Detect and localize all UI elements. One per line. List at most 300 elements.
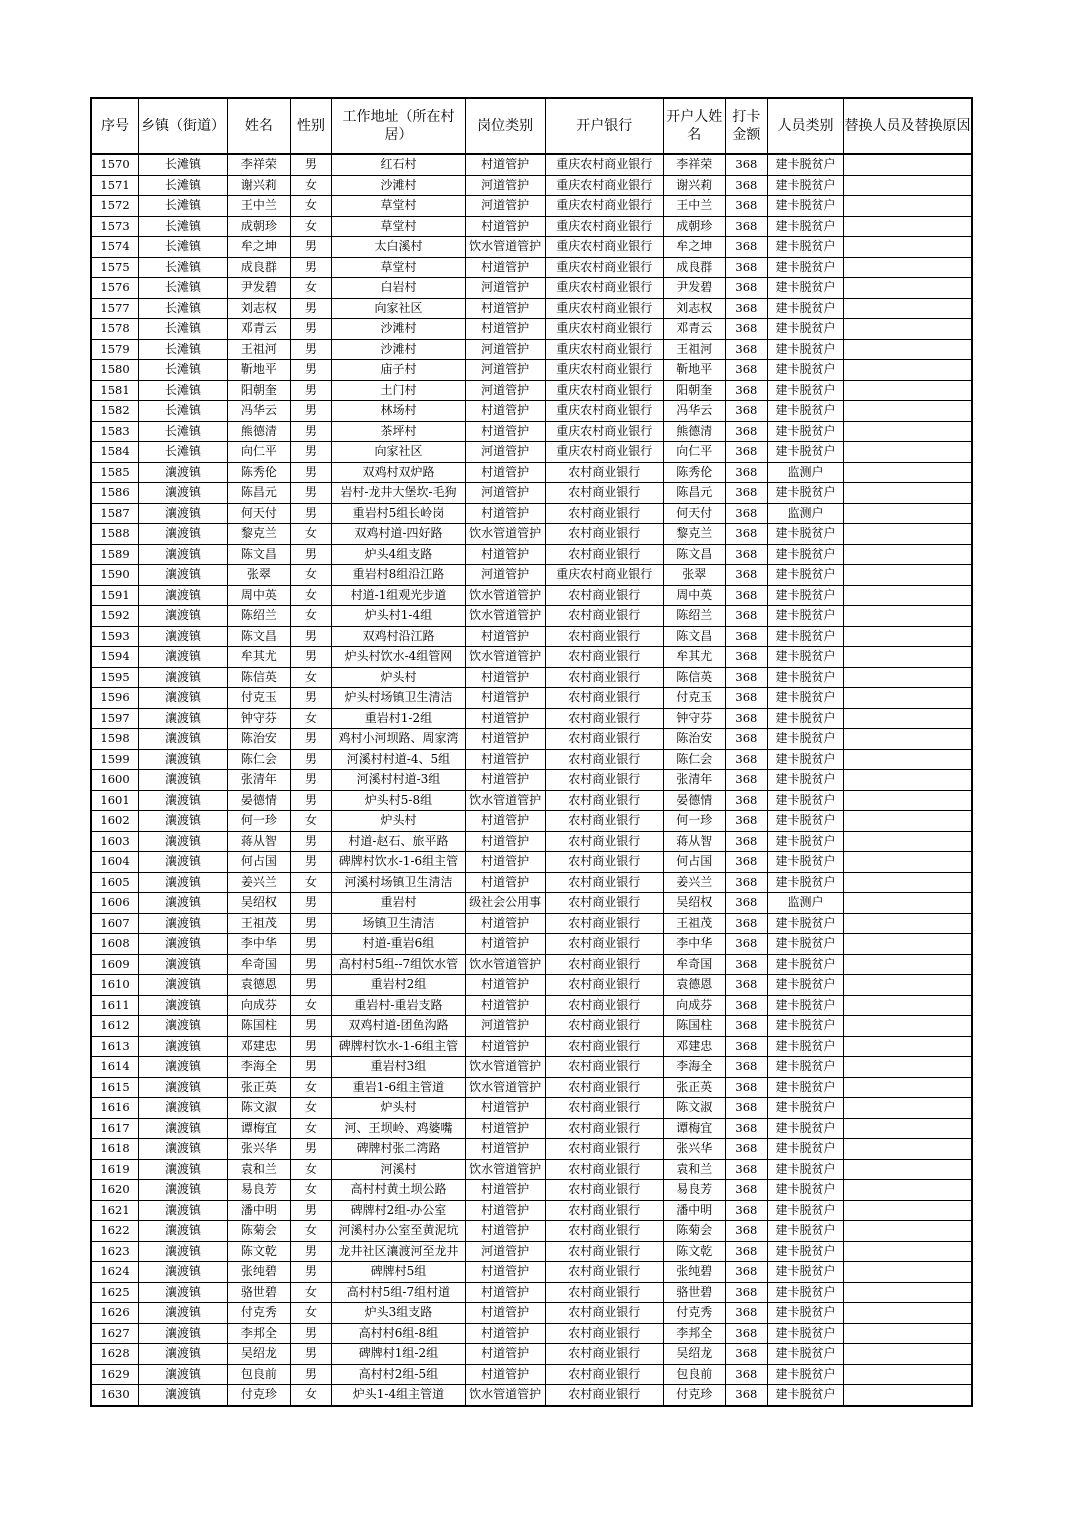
cell-replacement (843, 811, 972, 832)
cell-post-type: 饮水管道管护 (465, 1159, 545, 1180)
cell-index: 1614 (91, 1057, 139, 1078)
cell-person-category: 建卡脱贫户 (768, 154, 844, 175)
cell-work-address: 沙滩村 (332, 319, 466, 340)
cell-replacement (843, 913, 972, 934)
cell-replacement (843, 667, 972, 688)
header-gender: 性别 (290, 98, 331, 154)
cell-town: 长滩镇 (139, 319, 228, 340)
table-row (91, 626, 972, 647)
cell-work-address: 白岩村 (332, 278, 466, 299)
cell-work-address: 河、王坝岭、鸡婆嘴 (332, 1118, 466, 1139)
cell-post-type: 村道管护 (465, 1282, 545, 1303)
cell-replacement (843, 1241, 972, 1262)
cell-gender: 男 (290, 1016, 331, 1037)
cell-amount: 368 (725, 237, 767, 258)
cell-person-category: 建卡脱贫户 (768, 1139, 844, 1160)
cell-index: 1610 (91, 975, 139, 996)
cell-town: 瀼渡镇 (139, 975, 228, 996)
cell-replacement (843, 1221, 972, 1242)
cell-amount: 368 (725, 749, 767, 770)
cell-person-category: 建卡脱贫户 (768, 1282, 844, 1303)
cell-replacement (843, 1200, 972, 1221)
cell-bank: 农村商业银行 (545, 626, 663, 647)
cell-gender: 男 (290, 893, 331, 914)
table-row (91, 442, 972, 463)
table-row (91, 319, 972, 340)
cell-post-type: 河道管护 (465, 483, 545, 504)
cell-replacement (843, 503, 972, 524)
cell-work-address: 炉头村5-8组 (332, 790, 466, 811)
cell-person-category: 建卡脱贫户 (768, 1180, 844, 1201)
cell-gender: 女 (290, 1118, 331, 1139)
cell-name: 李中华 (228, 934, 291, 955)
cell-person-category: 建卡脱贫户 (768, 421, 844, 442)
cell-town: 长滩镇 (139, 216, 228, 237)
cell-town: 瀼渡镇 (139, 1159, 228, 1180)
cell-work-address: 沙滩村 (332, 339, 466, 360)
table-row (91, 1344, 972, 1365)
cell-gender: 男 (290, 790, 331, 811)
cell-bank: 重庆农村商业银行 (545, 257, 663, 278)
cell-work-address: 重岩村5组长岭岗 (332, 503, 466, 524)
table-row (91, 544, 972, 565)
table-row (91, 298, 972, 319)
cell-index: 1576 (91, 278, 139, 299)
cell-name: 刘志权 (228, 298, 291, 319)
cell-person-category: 建卡脱贫户 (768, 298, 844, 319)
cell-index: 1599 (91, 749, 139, 770)
cell-town: 瀼渡镇 (139, 872, 228, 893)
cell-person-category: 建卡脱贫户 (768, 1200, 844, 1221)
cell-person-category: 建卡脱贫户 (768, 585, 844, 606)
cell-post-type: 村道管护 (465, 913, 545, 934)
cell-amount: 368 (725, 319, 767, 340)
cell-index: 1624 (91, 1262, 139, 1283)
cell-bank: 农村商业银行 (545, 749, 663, 770)
cell-person-category: 建卡脱贫户 (768, 380, 844, 401)
cell-index: 1611 (91, 995, 139, 1016)
cell-work-address: 碑牌村饮水-1-6组主管 (332, 1036, 466, 1057)
cell-work-address: 碑牌村1组-2组 (332, 1344, 466, 1365)
cell-bank: 农村商业银行 (545, 1241, 663, 1262)
cell-replacement (843, 360, 972, 381)
header-replacement: 替换人员及替换原因 (843, 98, 972, 154)
cell-index: 1585 (91, 462, 139, 483)
cell-amount: 368 (725, 647, 767, 668)
cell-name: 潘中明 (228, 1200, 291, 1221)
cell-town: 瀼渡镇 (139, 585, 228, 606)
table-row (91, 1098, 972, 1119)
cell-work-address: 炉头村 (332, 1098, 466, 1119)
cell-town: 长滩镇 (139, 360, 228, 381)
cell-index: 1570 (91, 154, 139, 175)
table-row (91, 175, 972, 196)
cell-gender: 女 (290, 1282, 331, 1303)
cell-gender: 男 (290, 770, 331, 791)
cell-gender: 男 (290, 257, 331, 278)
cell-gender: 男 (290, 421, 331, 442)
cell-name: 陈文昌 (228, 626, 291, 647)
cell-replacement (843, 729, 972, 750)
cell-work-address: 庙子村 (332, 360, 466, 381)
cell-amount: 368 (725, 278, 767, 299)
cell-post-type: 村道管护 (465, 1303, 545, 1324)
cell-name: 陈绍兰 (228, 606, 291, 627)
cell-bank: 农村商业银行 (545, 1118, 663, 1139)
cell-bank: 农村商业银行 (545, 1180, 663, 1201)
cell-town: 瀼渡镇 (139, 831, 228, 852)
cell-gender: 女 (290, 196, 331, 217)
table-row (91, 154, 972, 175)
cell-post-type: 饮水管道管护 (465, 1385, 545, 1406)
cell-gender: 男 (290, 483, 331, 504)
cell-person-category: 建卡脱贫户 (768, 1057, 844, 1078)
cell-index: 1602 (91, 811, 139, 832)
cell-gender: 女 (290, 811, 331, 832)
cell-amount: 368 (725, 1262, 767, 1283)
cell-work-address: 高村村6组-8组 (332, 1323, 466, 1344)
cell-gender: 男 (290, 975, 331, 996)
cell-account-holder: 陈文乾 (663, 1241, 725, 1262)
cell-person-category: 建卡脱贫户 (768, 1098, 844, 1119)
cell-index: 1618 (91, 1139, 139, 1160)
cell-amount: 368 (725, 975, 767, 996)
table-row (91, 1282, 972, 1303)
cell-town: 瀼渡镇 (139, 1221, 228, 1242)
table-row (91, 565, 972, 586)
cell-replacement (843, 380, 972, 401)
cell-account-holder: 邓青云 (663, 319, 725, 340)
cell-account-holder: 成朝珍 (663, 216, 725, 237)
cell-person-category: 建卡脱贫户 (768, 626, 844, 647)
cell-replacement (843, 1118, 972, 1139)
cell-work-address: 龙井社区瀼渡河至龙井 (332, 1241, 466, 1262)
cell-account-holder: 成良群 (663, 257, 725, 278)
cell-work-address: 河溪村场镇卫生清洁 (332, 872, 466, 893)
cell-index: 1617 (91, 1118, 139, 1139)
cell-work-address: 重岩村8组沿江路 (332, 565, 466, 586)
cell-account-holder: 王中兰 (663, 196, 725, 217)
cell-amount: 368 (725, 421, 767, 442)
cell-amount: 368 (725, 565, 767, 586)
cell-account-holder: 骆世碧 (663, 1282, 725, 1303)
cell-amount: 368 (725, 1200, 767, 1221)
cell-person-category: 建卡脱贫户 (768, 237, 844, 258)
cell-post-type: 饮水管道管护 (465, 954, 545, 975)
cell-work-address: 鸡村小河坝路、周家湾 (332, 729, 466, 750)
cell-town: 长滩镇 (139, 442, 228, 463)
cell-work-address: 沙滩村 (332, 175, 466, 196)
cell-name: 张纯碧 (228, 1262, 291, 1283)
cell-index: 1630 (91, 1385, 139, 1406)
cell-post-type: 河道管护 (465, 442, 545, 463)
cell-replacement (843, 421, 972, 442)
cell-gender: 女 (290, 667, 331, 688)
cell-index: 1593 (91, 626, 139, 647)
cell-town: 瀼渡镇 (139, 647, 228, 668)
cell-name: 张翠 (228, 565, 291, 586)
cell-index: 1582 (91, 401, 139, 422)
cell-replacement (843, 175, 972, 196)
table-row (91, 339, 972, 360)
cell-town: 瀼渡镇 (139, 1200, 228, 1221)
cell-bank: 重庆农村商业银行 (545, 237, 663, 258)
table-row (91, 257, 972, 278)
cell-amount: 368 (725, 503, 767, 524)
cell-post-type: 村道管护 (465, 1344, 545, 1365)
cell-replacement (843, 544, 972, 565)
cell-bank: 农村商业银行 (545, 503, 663, 524)
cell-name: 钟守芬 (228, 708, 291, 729)
cell-amount: 368 (725, 626, 767, 647)
cell-account-holder: 邓建忠 (663, 1036, 725, 1057)
cell-post-type: 饮水管道管护 (465, 524, 545, 545)
cell-index: 1594 (91, 647, 139, 668)
cell-person-category: 建卡脱贫户 (768, 565, 844, 586)
cell-replacement (843, 257, 972, 278)
table-row (91, 1057, 972, 1078)
cell-account-holder: 牟其尤 (663, 647, 725, 668)
cell-post-type: 村道管护 (465, 1098, 545, 1119)
cell-index: 1574 (91, 237, 139, 258)
cell-person-category: 建卡脱贫户 (768, 483, 844, 504)
cell-person-category: 建卡脱贫户 (768, 1159, 844, 1180)
cell-index: 1608 (91, 934, 139, 955)
cell-name: 何一珍 (228, 811, 291, 832)
cell-post-type: 村道管护 (465, 872, 545, 893)
cell-person-category: 建卡脱贫户 (768, 708, 844, 729)
cell-post-type: 河道管护 (465, 196, 545, 217)
cell-bank: 重庆农村商业银行 (545, 216, 663, 237)
cell-bank: 农村商业银行 (545, 1016, 663, 1037)
cell-person-category: 建卡脱贫户 (768, 1016, 844, 1037)
cell-index: 1590 (91, 565, 139, 586)
cell-person-category: 建卡脱贫户 (768, 749, 844, 770)
cell-town: 长滩镇 (139, 421, 228, 442)
cell-account-holder: 阳朝奎 (663, 380, 725, 401)
cell-gender: 男 (290, 934, 331, 955)
cell-post-type: 村道管护 (465, 770, 545, 791)
cell-gender: 男 (290, 1323, 331, 1344)
cell-gender: 男 (290, 688, 331, 709)
cell-amount: 368 (725, 954, 767, 975)
cell-post-type: 河道管护 (465, 380, 545, 401)
cell-work-address: 土门村 (332, 380, 466, 401)
cell-town: 瀼渡镇 (139, 483, 228, 504)
cell-bank: 重庆农村商业银行 (545, 154, 663, 175)
header-amount: 打卡金额 (725, 98, 767, 154)
cell-bank: 农村商业银行 (545, 462, 663, 483)
cell-account-holder: 陈文淑 (663, 1098, 725, 1119)
cell-gender: 女 (290, 708, 331, 729)
cell-name: 阳朝奎 (228, 380, 291, 401)
cell-account-holder: 李中华 (663, 934, 725, 955)
cell-name: 陈文乾 (228, 1241, 291, 1262)
cell-replacement (843, 831, 972, 852)
cell-replacement (843, 1098, 972, 1119)
table-row (91, 1118, 972, 1139)
cell-post-type: 村道管护 (465, 1200, 545, 1221)
cell-bank: 农村商业银行 (545, 1200, 663, 1221)
cell-amount: 368 (725, 1221, 767, 1242)
cell-town: 瀼渡镇 (139, 606, 228, 627)
cell-work-address: 村道-1组观光步道 (332, 585, 466, 606)
cell-account-holder: 陈仁会 (663, 749, 725, 770)
cell-town: 瀼渡镇 (139, 503, 228, 524)
cell-name: 邓青云 (228, 319, 291, 340)
cell-post-type: 村道管护 (465, 688, 545, 709)
cell-index: 1572 (91, 196, 139, 217)
cell-bank: 农村商业银行 (545, 1098, 663, 1119)
table-row (91, 872, 972, 893)
cell-town: 瀼渡镇 (139, 1385, 228, 1406)
cell-gender: 男 (290, 954, 331, 975)
cell-person-category: 建卡脱贫户 (768, 1303, 844, 1324)
cell-index: 1605 (91, 872, 139, 893)
header-town: 乡镇（街道） (139, 98, 228, 154)
table-row (91, 1323, 972, 1344)
cell-post-type: 村道管护 (465, 729, 545, 750)
cell-index: 1607 (91, 913, 139, 934)
cell-bank: 农村商业银行 (545, 913, 663, 934)
cell-bank: 农村商业银行 (545, 1262, 663, 1283)
cell-person-category: 建卡脱贫户 (768, 831, 844, 852)
cell-work-address: 重岩村3组 (332, 1057, 466, 1078)
cell-amount: 368 (725, 1180, 767, 1201)
cell-bank: 农村商业银行 (545, 647, 663, 668)
cell-post-type: 村道管护 (465, 667, 545, 688)
cell-person-category: 建卡脱贫户 (768, 1221, 844, 1242)
cell-replacement (843, 934, 972, 955)
cell-amount: 368 (725, 380, 767, 401)
cell-work-address: 草堂村 (332, 196, 466, 217)
cell-name: 陈秀伦 (228, 462, 291, 483)
cell-post-type: 村道管护 (465, 934, 545, 955)
table-row (91, 770, 972, 791)
cell-person-category: 建卡脱贫户 (768, 1385, 844, 1406)
cell-gender: 男 (290, 1241, 331, 1262)
cell-index: 1580 (91, 360, 139, 381)
cell-name: 谢兴莉 (228, 175, 291, 196)
cell-town: 瀼渡镇 (139, 1323, 228, 1344)
cell-amount: 368 (725, 298, 767, 319)
cell-amount: 368 (725, 1344, 767, 1365)
cell-replacement (843, 278, 972, 299)
cell-post-type: 村道管护 (465, 401, 545, 422)
cell-replacement (843, 1344, 972, 1365)
cell-town: 长滩镇 (139, 154, 228, 175)
cell-index: 1626 (91, 1303, 139, 1324)
cell-account-holder: 陈文昌 (663, 626, 725, 647)
cell-name: 付克珍 (228, 1385, 291, 1406)
cell-replacement (843, 708, 972, 729)
cell-gender: 男 (290, 913, 331, 934)
cell-replacement (843, 1282, 972, 1303)
table-row (91, 503, 972, 524)
cell-gender: 男 (290, 401, 331, 422)
cell-account-holder: 付克珍 (663, 1385, 725, 1406)
cell-replacement (843, 770, 972, 791)
cell-bank: 农村商业银行 (545, 1139, 663, 1160)
table-row (91, 831, 972, 852)
cell-post-type: 河道管护 (465, 1241, 545, 1262)
cell-amount: 368 (725, 1282, 767, 1303)
table-row (91, 729, 972, 750)
cell-account-holder: 熊德清 (663, 421, 725, 442)
cell-gender: 女 (290, 524, 331, 545)
cell-post-type: 河道管护 (465, 360, 545, 381)
cell-amount: 368 (725, 442, 767, 463)
cell-name: 尹发碧 (228, 278, 291, 299)
cell-account-holder: 牟之坤 (663, 237, 725, 258)
cell-work-address: 高村村5组-7组村道 (332, 1282, 466, 1303)
cell-replacement (843, 442, 972, 463)
cell-index: 1609 (91, 954, 139, 975)
cell-town: 长滩镇 (139, 298, 228, 319)
cell-account-holder: 袁德恩 (663, 975, 725, 996)
cell-replacement (843, 237, 972, 258)
cell-gender: 男 (290, 339, 331, 360)
cell-amount: 368 (725, 729, 767, 750)
cell-town: 瀼渡镇 (139, 1139, 228, 1160)
cell-gender: 女 (290, 565, 331, 586)
cell-town: 瀼渡镇 (139, 995, 228, 1016)
cell-name: 易良芳 (228, 1180, 291, 1201)
cell-person-category: 建卡脱贫户 (768, 339, 844, 360)
cell-person-category: 建卡脱贫户 (768, 975, 844, 996)
cell-post-type: 村道管护 (465, 257, 545, 278)
table-row (91, 708, 972, 729)
table-row (91, 749, 972, 770)
cell-amount: 368 (725, 339, 767, 360)
cell-gender: 女 (290, 585, 331, 606)
cell-replacement (843, 154, 972, 175)
cell-name: 黎克兰 (228, 524, 291, 545)
cell-work-address: 碑牌村5组 (332, 1262, 466, 1283)
cell-index: 1587 (91, 503, 139, 524)
cell-replacement (843, 688, 972, 709)
cell-person-category: 建卡脱贫户 (768, 319, 844, 340)
cell-account-holder: 李祥荣 (663, 154, 725, 175)
cell-replacement (843, 216, 972, 237)
cell-post-type: 村道管护 (465, 421, 545, 442)
header-person-category: 人员类别 (768, 98, 844, 154)
table-row (91, 1200, 972, 1221)
table-row (91, 380, 972, 401)
cell-replacement (843, 1139, 972, 1160)
cell-gender: 女 (290, 1077, 331, 1098)
cell-work-address: 高村村5组--7组饮水管 (332, 954, 466, 975)
cell-name: 何占国 (228, 852, 291, 873)
cell-bank: 农村商业银行 (545, 606, 663, 627)
cell-person-category: 建卡脱贫户 (768, 175, 844, 196)
cell-index: 1571 (91, 175, 139, 196)
cell-replacement (843, 585, 972, 606)
cell-amount: 368 (725, 606, 767, 627)
header-bank: 开户银行 (545, 98, 663, 154)
cell-index: 1589 (91, 544, 139, 565)
cell-index: 1606 (91, 893, 139, 914)
table-row (91, 852, 972, 873)
cell-person-category: 建卡脱贫户 (768, 257, 844, 278)
cell-gender: 女 (290, 1385, 331, 1406)
cell-bank: 农村商业银行 (545, 811, 663, 832)
cell-town: 瀼渡镇 (139, 1180, 228, 1201)
cell-person-category: 建卡脱贫户 (768, 1241, 844, 1262)
cell-replacement (843, 1303, 972, 1324)
header-work-address: 工作地址（所在村居） (332, 98, 466, 154)
cell-index: 1597 (91, 708, 139, 729)
